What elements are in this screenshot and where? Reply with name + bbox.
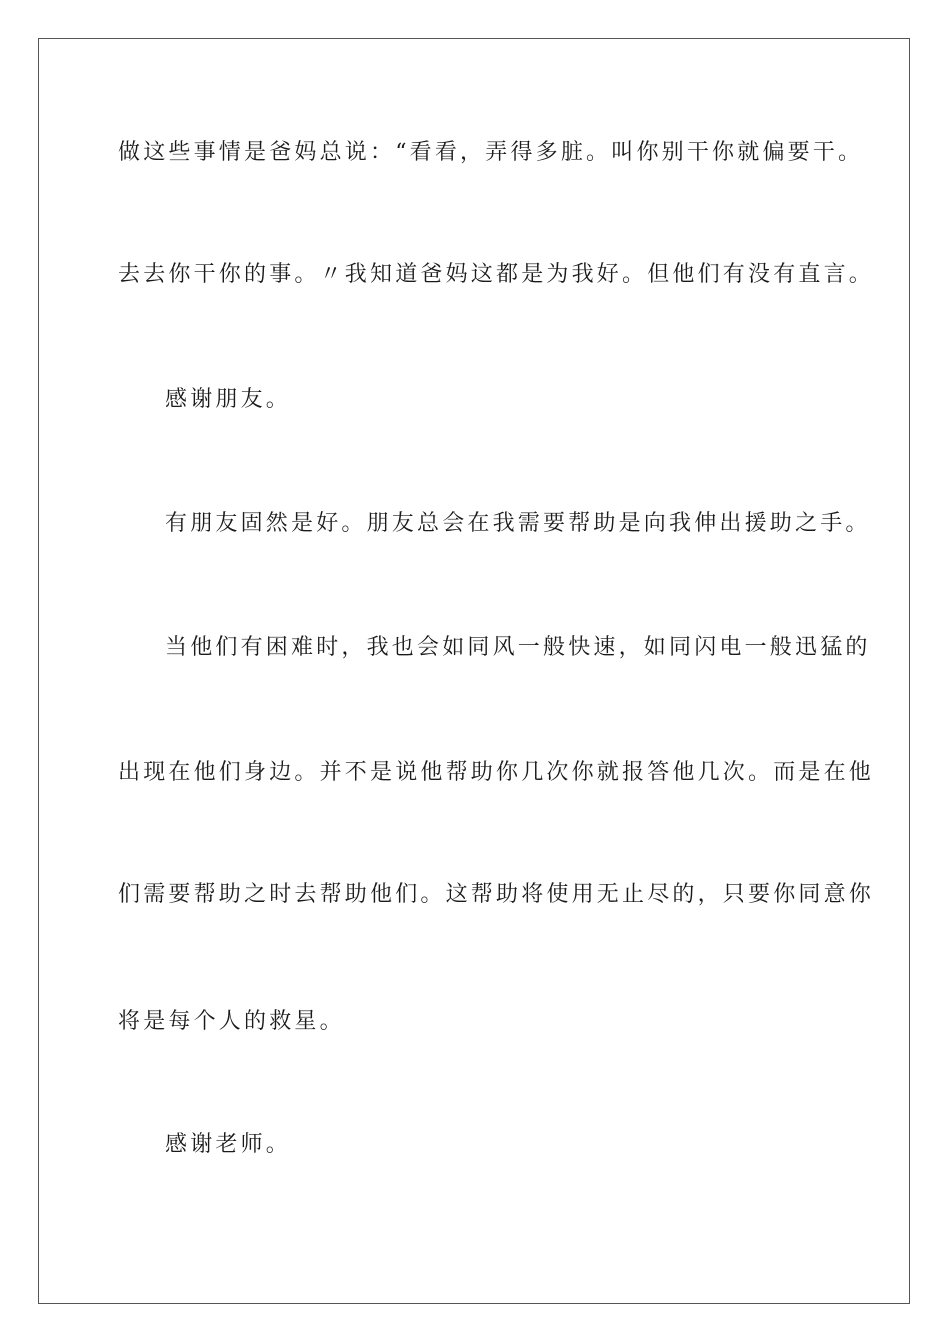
paragraph-line: 出现在他们身边。并不是说他帮助你几次你就报答他几次。而是在他	[118, 760, 875, 785]
paragraph-line: 将是每个人的救星。	[118, 1009, 345, 1034]
paragraph-line: 有朋友固然是好。朋友总会在我需要帮助是向我伸出援助之手。	[165, 511, 871, 536]
paragraph-line: 们需要帮助之时去帮助他们。这帮助将使用无止尽的，只要你同意你	[118, 882, 875, 907]
section-heading: 感谢老师。	[165, 1132, 292, 1157]
paragraph-line: 当他们有困难时，我也会如同风一般快速，如同闪电一般迅猛的	[165, 635, 871, 660]
paragraph-line: 去去你干你的事。〃我知道爸妈这都是为我好。但他们有没有直言。	[118, 262, 875, 287]
section-heading: 感谢朋友。	[165, 387, 292, 412]
paragraph-line: 做这些事情是爸妈总说：“看看，弄得多脏。叫你别干你就偏要干。	[118, 140, 864, 165]
page-border	[38, 38, 910, 1304]
